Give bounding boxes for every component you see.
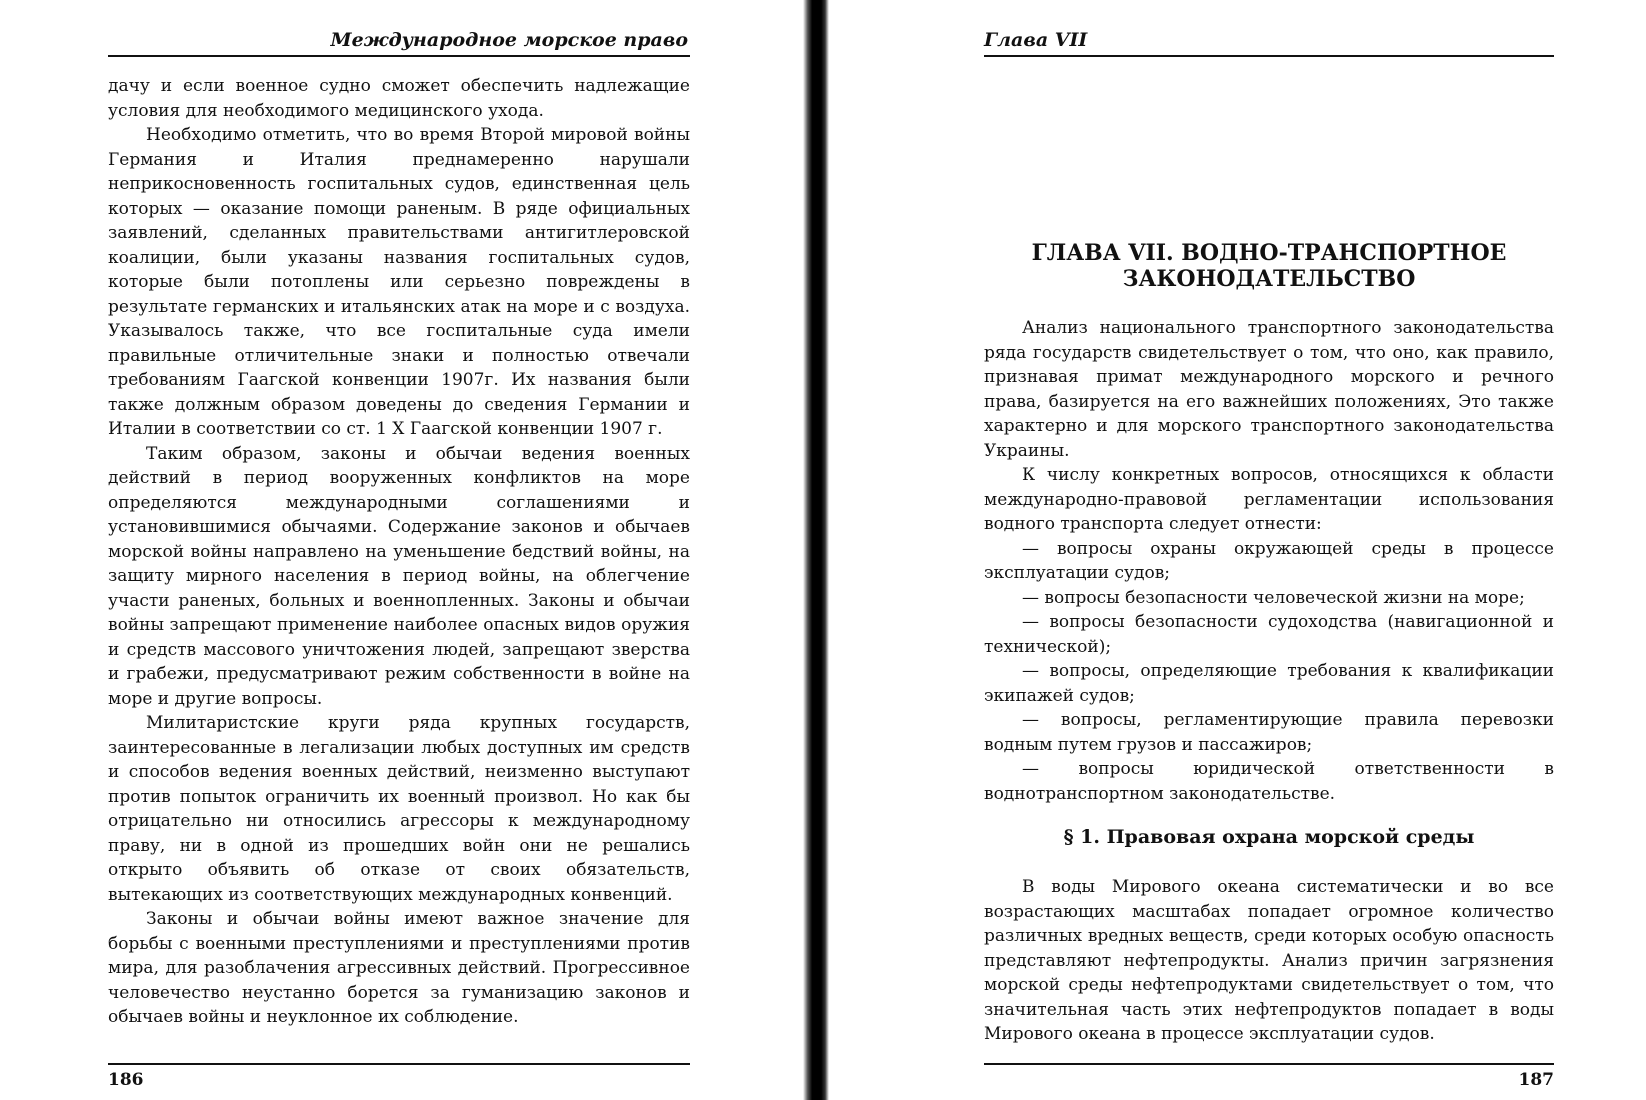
list-item: — вопросы, определяющие требования к квалификации экипажей судов; xyxy=(984,661,1554,706)
footer-rule xyxy=(984,1063,1554,1065)
section-title: § 1. Правовая охрана морской среды xyxy=(1063,826,1475,848)
chapter-title-line: ЗАКОНОДАТЕЛЬСТВО xyxy=(1122,266,1416,292)
left-page xyxy=(0,0,800,1100)
chapter-title xyxy=(984,240,1554,292)
paragraph: К числу конкретных вопросов, относящихся к области международно-правовой регламентации использования водного транспорта следует отнести: xyxy=(984,465,1554,534)
right-page xyxy=(830,0,1646,1100)
paragraph: Необходимо отметить, что во время Второй мировой войны Германия и Италия преднамеренно нарушали неприкосновенность госпитальных судов, единственная цель которых — оказание помощи раненым. В ряде официальных заявлений, сделанных правительствами антигитлеровской коалиции, были указаны названия госпитальных судов, которые были потоплены или серьезно повреждены в результате германских и итальянских атак на море и с воздуха. Указывалось также, что все госпитальные суда имели правильные отличительные знаки и полностью отвечали требованиям Гаагской конвенции 1907г. Их названия были также должным образом доведены до сведения Германии и Италии в соответствии со ст. 1 X Гаагской конвенции 1907 г. xyxy=(108,125,690,439)
body-text xyxy=(108,74,690,1030)
paragraph: Законы и обычаи войны имеют важное значение для борьбы с военными преступлениями и преступлениями против мира, для разоблачения агрессивных действий. Прогрессивное человечество неустанно борется за гуманизацию законов и обычаев войны и неуклонное их соблюдение. xyxy=(108,909,690,1027)
page-number: 186 xyxy=(108,1070,144,1090)
header-rule xyxy=(108,55,690,57)
paragraph: Анализ национального транспортного законодательства ряда государств свидетельствует о том, что оно, как правило, признавая примат международного морского и речного права, базируется на его важнейших положениях, Это также характерно и для морского транспортного законодательства Украины. xyxy=(984,318,1554,461)
header-rule xyxy=(984,55,1554,57)
paragraph: дачу и если военное судно сможет обеспечить надлежащие условия для необходимого медицинского ухода. xyxy=(108,76,690,121)
list-item: — вопросы безопасности человеческой жизни на море; xyxy=(1022,587,1525,608)
list-item: — вопросы юридической ответственности в воднотранспортном законодательстве. xyxy=(984,759,1554,804)
list-item: — вопросы охраны окружающей среды в процессе эксплуатации судов; xyxy=(984,538,1554,583)
book-spine-shadow xyxy=(803,0,829,1100)
paragraph: Таким образом, законы и обычаи ведения военных действий в период вооруженных конфликтов на море определяются международными соглашениями и установившимися обычаями. Содержание законов и обычаев морской войны направлено на уменьшение бедствий войны, на защиту мирного населения в период войны, на облегчение участи раненых, больных и военнопленных. Законы и обычаи войны запрещают применение наиболее опасных видов оружия и средств массового уничтожения людей, запрещают зверства и грабежи, предусматривают режим собственности в войне на море и другие вопросы. xyxy=(108,443,690,709)
list-item: — вопросы, регламентирующие правила перевозки водным путем грузов и пассажиров; xyxy=(984,710,1554,755)
body-text xyxy=(984,875,1554,1047)
paragraph: Милитаристские круги ряда крупных государств, заинтересованные в легализации любых доступных им средств и способов ведения военных действий, неизменно выступают против попыток ограничить их военный произвол. Но как бы отрицательно ни относились агрессоры к международному праву, ни в одной из прошедших войн они не решались открыто объявить об отказе от своих обязательств, вытекающих из соответствующих международных конвенций. xyxy=(108,713,690,905)
footer-rule xyxy=(108,1063,690,1065)
running-head: Глава VII xyxy=(984,29,1088,51)
page-number: 187 xyxy=(1518,1070,1554,1090)
list-item: — вопросы безопасности судоходства (навигационной и технической); xyxy=(984,612,1554,657)
running-head: Международное морское право xyxy=(330,29,688,51)
paragraph: В воды Мирового океана систематически и во все возрастающих масштабах попадает огромное количество различных вредных веществ, среди которых особую опасность представляют нефтепродукты. Анализ причин загрязнения морской среды нефтепродуктами свидетельствует о том, что значительная часть этих нефтепродуктов попадает в воды Мирового океана в процессе эксплуатации судов. xyxy=(984,877,1554,1044)
chapter-title-line: ГЛАВА VII. ВОДНО-ТРАНСПОРТНОЕ xyxy=(1031,240,1507,266)
body-text xyxy=(984,316,1554,806)
